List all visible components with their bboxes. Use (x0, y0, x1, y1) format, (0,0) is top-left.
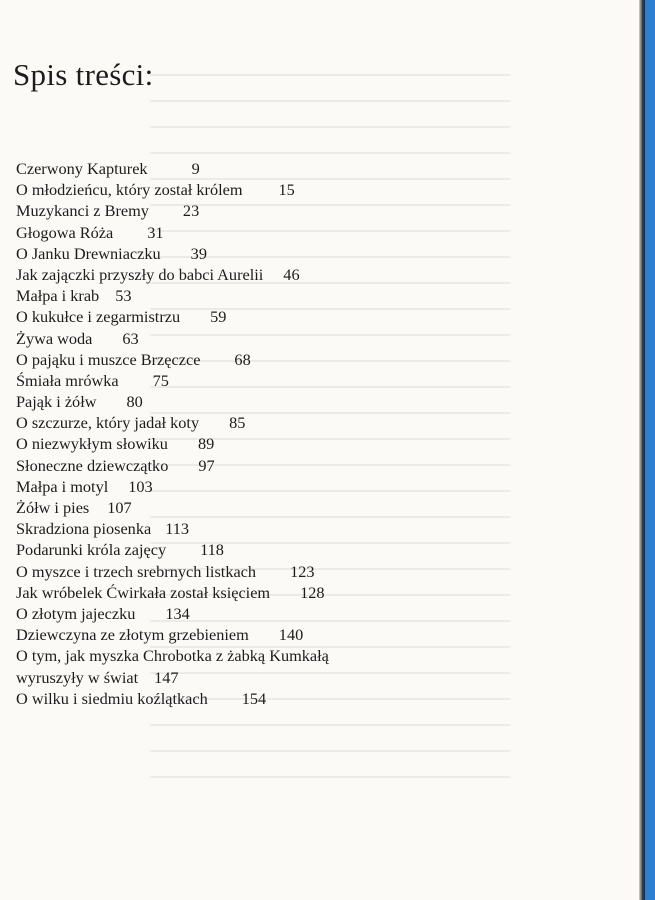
toc-entry-page-number: 68 (234, 349, 251, 369)
toc-entry-page-number: 59 (210, 307, 227, 327)
toc-entry (16, 306, 616, 327)
toc-entry-page-number: 134 (165, 603, 190, 623)
toc-entry-page-number: 75 (152, 370, 169, 390)
toc-entry (16, 433, 616, 454)
toc-entry (16, 285, 616, 306)
toc-entry-title: Słoneczne dziewczątko (16, 455, 169, 475)
toc-entry (16, 667, 616, 688)
toc-entry (16, 497, 616, 518)
toc-entry (16, 518, 616, 539)
toc-entry-page-number: 154 (241, 688, 267, 708)
toc-entry-page-number: 147 (154, 667, 179, 687)
toc-entry-page-number: 80 (126, 392, 143, 412)
toc-entry-title: O szczurze, który jadał koty (16, 413, 200, 433)
toc-entry-title: Czerwony Kapturek (16, 159, 148, 178)
toc-entry-title: Żywa woda (16, 328, 93, 348)
toc-entry-page-number: 113 (165, 519, 190, 539)
toc-entry-title: O pająku i muszce Brzęczce (16, 349, 201, 369)
toc-entry-page-number: 15 (278, 180, 295, 200)
toc-entry-title: Głogowa Róża (16, 222, 114, 242)
toc-entry (16, 624, 616, 645)
toc-entry (16, 476, 616, 497)
toc-entry (16, 561, 616, 582)
toc-entry-title: Pająk i żółw (16, 392, 97, 412)
toc-entry-title: wyruszyły w świat (16, 667, 139, 687)
toc-entry-page-number: 97 (198, 455, 215, 475)
toc-entry (16, 645, 616, 666)
toc-entry-title: O tym, jak myszka Chrobotka z żabką Kumkałą (16, 646, 329, 666)
toc-entry-title: Muzykanci z Bremy (16, 201, 149, 221)
toc-entry (16, 264, 616, 285)
toc-entry (16, 370, 616, 391)
toc-entry-page-number: 53 (115, 286, 132, 306)
toc-entry-page-number: 128 (300, 582, 325, 602)
toc-entry-title: Jak zajączki przyszły do babci Aurelii (16, 264, 264, 284)
toc-entry-page-number: 89 (197, 434, 215, 454)
toc-entry-page-number: 23 (182, 201, 200, 221)
toc-entry-title: O wilku i siedmiu koźlątkach (16, 688, 208, 708)
toc-entry-title: Dziewczyna ze złotym grzebieniem (16, 625, 249, 645)
toc-entry-page-number: 85 (229, 413, 246, 433)
toc-entry-title: Małpa i krab (16, 286, 100, 306)
toc-entry-title: Podarunki króla zajęcy (16, 540, 167, 560)
toc-entry (16, 158, 616, 179)
scan-border (645, 0, 655, 900)
toc-entry (16, 582, 616, 603)
toc-entry (16, 328, 616, 349)
toc-entry (16, 179, 616, 200)
toc-entry-page-number: 31 (147, 222, 164, 242)
toc-entry-page-number: 123 (290, 561, 315, 581)
toc-entry-page-number: 103 (128, 476, 153, 496)
toc-entry (16, 222, 616, 243)
toc-entry-title: Skradziona piosenka (16, 519, 152, 539)
toc-entry-page-number: 9 (191, 159, 200, 178)
toc-entry (16, 243, 616, 264)
toc-entry (16, 200, 616, 221)
toc-entry-title: O Janku Drewniaczku (16, 243, 161, 263)
toc-entry (16, 603, 616, 624)
toc-entry-page-number: 140 (278, 625, 304, 645)
toc-entry-title: O myszce i trzech srebrnych listkach (16, 561, 257, 581)
toc-entry-page-number: 107 (107, 498, 132, 517)
toc-entry-page-number: 118 (200, 540, 224, 560)
toc-entry (16, 539, 616, 560)
toc-entry-title: Żółw i pies (16, 498, 90, 517)
toc-entry (16, 391, 616, 412)
toc-entry-title: O kukułce i zegarmistrzu (16, 307, 181, 327)
toc-entry-title: O złotym jajeczku (16, 603, 136, 623)
toc-entry-page-number: 39 (190, 243, 207, 263)
toc-entry-title: O niezwykłym słowiku (16, 434, 168, 454)
toc-entry-page-number: 63 (122, 328, 139, 348)
table-of-contents (16, 158, 616, 709)
toc-entry-title: Jak wróbelek Ćwirkała został księciem (16, 582, 271, 602)
toc-entry-title: O młodzieńcu, który został królem (16, 180, 243, 200)
toc-entry-page-number: 46 (283, 264, 300, 284)
toc-entry (16, 349, 616, 370)
toc-entry-title: Małpa i motyl (16, 476, 109, 496)
toc-entry-title: Śmiała mrówka (16, 370, 119, 390)
toc-entry (16, 455, 616, 476)
page-title: Spis treści: (13, 57, 154, 92)
toc-entry (16, 688, 616, 709)
toc-entry (16, 412, 616, 433)
